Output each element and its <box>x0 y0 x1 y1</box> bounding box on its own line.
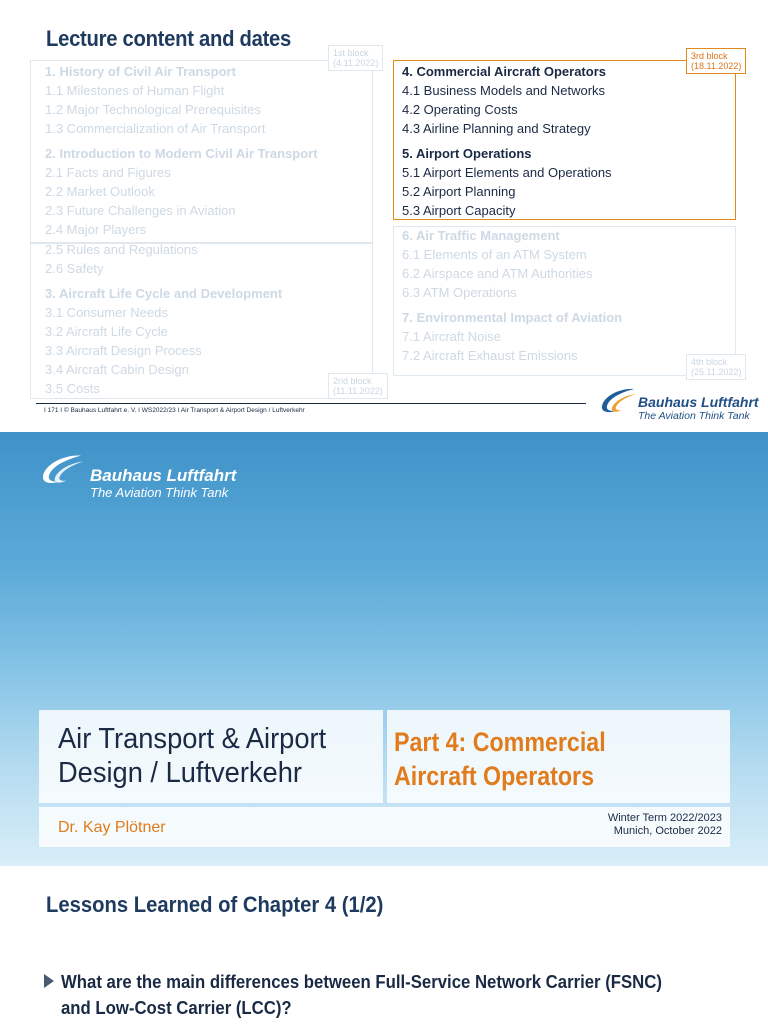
toc-chapter-2: 2. Introduction to Modern Civil Air Transport <box>45 146 318 161</box>
logo-name: Bauhaus Luftfahrt <box>638 394 759 410</box>
toc-chapter-1: 1. History of Civil Air Transport <box>45 64 236 79</box>
toc-chapter-7: 7. Environmental Impact of Aviation <box>402 310 623 325</box>
part-title <box>394 725 606 793</box>
toc-item-1-1: 1.1 Milestones of Human Flight <box>45 83 225 98</box>
toc-item-5-3: 5.3 Airport Capacity <box>402 203 516 218</box>
course-title-line-2: Design / Luftverkehr <box>58 757 302 789</box>
toc-item-6-3: 6.3 ATM Operations <box>402 285 517 300</box>
part-title-line-1: Part 4: Commercial <box>394 727 606 757</box>
block-4-date: (25.11.2022) <box>691 367 742 377</box>
part-title-line-2: Aircraft Operators <box>394 761 595 791</box>
author-name: Dr. Kay Plötner <box>58 819 166 836</box>
block-2-stamp <box>328 373 388 399</box>
logo-name-white: Bauhaus Luftfahrt <box>90 466 237 485</box>
toc-item-2-3: 2.3 Future Challenges in Aviation <box>45 203 236 218</box>
block-2-date: (11.11.2022) <box>333 386 383 396</box>
toc-item-1-3: 1.3 Commercialization of Air Transport <box>45 121 266 136</box>
block-1-label: 1st block <box>333 48 369 58</box>
block-2-label: 2nd block <box>333 376 372 386</box>
toc-item-3-4: 3.4 Aircraft Cabin Design <box>45 362 189 377</box>
block-3-date: (18.11.2022) <box>691 61 742 71</box>
toc-item-7-2: 7.2 Aircraft Exhaust Emissions <box>402 348 578 363</box>
swoosh-logo-icon-white <box>36 452 88 490</box>
slide-footer: I 171 I © Bauhaus Luftfahrt e. V. I WS2022/23 I Air Transport & Airport Design / Luftverkehr <box>44 407 305 414</box>
toc-item-2-1: 2.1 Facts and Figures <box>45 165 171 180</box>
block-4-stamp <box>686 354 746 380</box>
term-info <box>608 812 722 838</box>
footer-rule <box>36 403 586 404</box>
question-line-1: What are the main differences between Full-Service Network Carrier (FSNC) <box>61 972 662 992</box>
toc-item-3-1: 3.1 Consumer Needs <box>45 305 168 320</box>
slide-lecture-content <box>0 0 768 432</box>
toc-item-2-5: 2.5 Rules and Regulations <box>45 242 198 257</box>
toc-item-5-1: 5.1 Airport Elements and Operations <box>402 165 612 180</box>
toc-item-4-1: 4.1 Business Models and Networks <box>402 83 606 98</box>
slide-title-page <box>0 432 768 866</box>
question-line-2: and Low-Cost Carrier (LCC)? <box>61 998 292 1018</box>
block-3-label: 3rd block <box>691 51 728 61</box>
swoosh-logo-icon <box>598 386 638 418</box>
slide-title: Lecture content and dates <box>46 26 292 51</box>
bauhaus-logo-footer <box>598 386 768 426</box>
toc-chapter-6: 6. Air Traffic Management <box>402 228 560 243</box>
toc-item-2-4: 2.4 Major Players <box>45 222 147 237</box>
toc-item-4-3: 4.3 Airline Planning and Strategy <box>402 121 591 136</box>
toc-item-5-2: 5.2 Airport Planning <box>402 184 516 199</box>
toc-item-2-6: 2.6 Safety <box>45 261 104 276</box>
toc-item-2-2: 2.2 Market Outlook <box>45 184 155 199</box>
toc-item-4-2: 4.2 Operating Costs <box>402 102 518 117</box>
block-4-label: 4th block <box>691 357 728 367</box>
toc-item-3-3: 3.3 Aircraft Design Process <box>45 343 202 358</box>
toc-item-3-5: 3.5 Costs <box>45 381 100 396</box>
toc-item-1-2: 1.2 Major Technological Prerequisites <box>45 102 261 117</box>
toc-item-7-1: 7.1 Aircraft Noise <box>402 329 501 344</box>
slide-title: Lessons Learned of Chapter 4 (1/2) <box>46 892 384 917</box>
place-date-line: Munich, October 2022 <box>613 825 722 837</box>
bullet-arrow-icon <box>44 974 54 988</box>
block-3-stamp <box>686 48 746 74</box>
block-1-stamp <box>328 45 383 71</box>
bullet-question <box>61 969 703 1021</box>
toc-item-3-2: 3.2 Aircraft Life Cycle <box>45 324 168 339</box>
term-line: Winter Term 2022/2023 <box>607 812 722 824</box>
toc-chapter-4: 4. Commercial Aircraft Operators <box>402 64 606 79</box>
toc-chapter-3: 3. Aircraft Life Cycle and Development <box>45 286 283 301</box>
logo-tagline-white: The Aviation Think Tank <box>90 485 229 500</box>
toc-item-6-2: 6.2 Airspace and ATM Authorities <box>402 266 593 281</box>
logo-tagline: The Aviation Think Tank <box>638 410 750 422</box>
toc-item-6-1: 6.1 Elements of an ATM System <box>402 247 587 262</box>
toc-chapter-5: 5. Airport Operations <box>402 146 532 161</box>
course-title-line-1: Air Transport & Airport <box>58 723 327 755</box>
slide-lessons-learned <box>0 866 768 1024</box>
block-1-date: (4.11.2022) <box>333 58 379 68</box>
course-title <box>58 722 326 790</box>
bauhaus-logo-header <box>36 452 236 502</box>
